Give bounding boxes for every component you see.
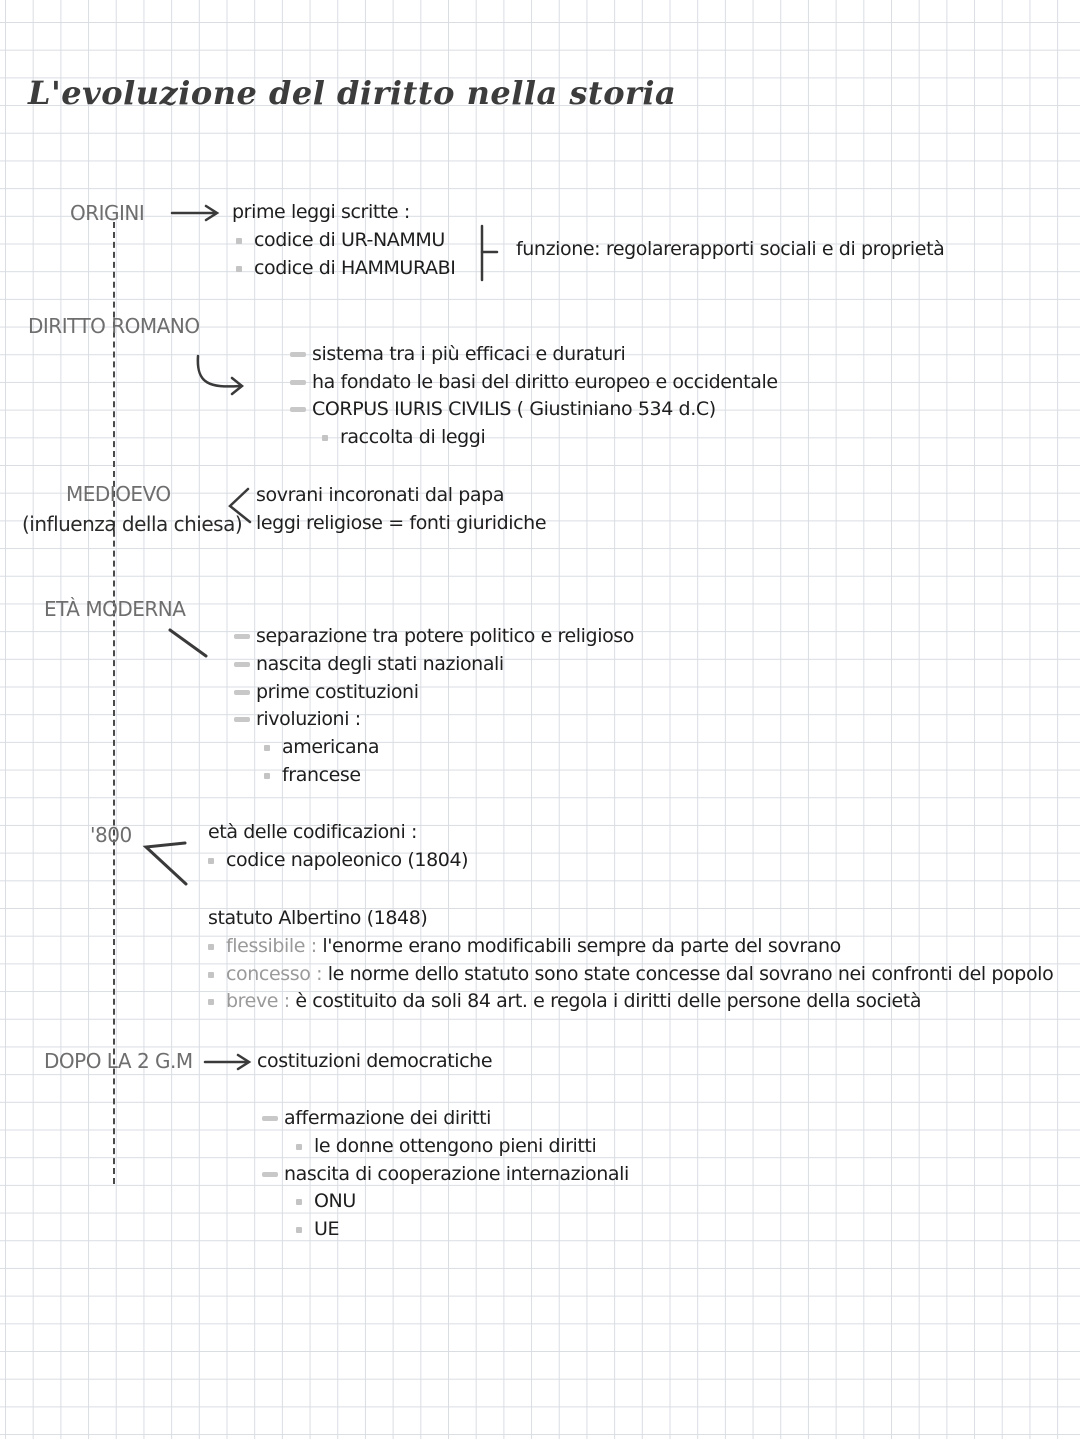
list-item: raccolta di leggi [322,426,485,448]
ottocento-heading: età delle codificazioni : [208,821,417,843]
bullet-icon [296,1199,302,1205]
list-item: flessibile : l'enorme erano modificabili sempre da parte del sovrano [208,935,841,957]
arrow-right-icon [172,206,217,220]
era-dopo-guerra-label: DOPO LA 2 G.M [44,1049,193,1073]
list-item: le donne ottengono pieni diritti [296,1135,596,1157]
era-origini-label: ORIGINI [70,201,145,225]
list-item: separazione tra potere politico e religioso [234,625,634,647]
list-item: UE [296,1218,339,1240]
arrow-right-icon [205,1055,249,1069]
dash-icon [290,407,306,412]
dash-icon [290,352,306,357]
bullet-icon [296,1144,302,1150]
bracket-icon [482,226,497,280]
dash-icon [234,690,250,695]
origini-funzione: funzione: regolarerapporti sociali e di proprietà [516,238,945,260]
list-item: leggi religiose = fonti giuridiche [256,512,547,534]
list-item: francese [264,764,361,786]
timeline-line [113,222,115,1184]
list-item: nascita degli stati nazionali [234,653,504,675]
list-item: breve : è costituito da soli 84 art. e regola i diritti delle persone della società [208,990,921,1012]
bullet-icon [208,972,214,978]
list-item: concesso : le norme dello statuto sono state concesse dal sovrano nei confronti del popolo [208,963,1053,985]
list-item: rivoluzioni : [234,708,361,730]
statuto-title: statuto Albertino (1848) [208,907,428,929]
bullet-icon [208,858,214,864]
origini-heading: prime leggi scritte : [232,201,410,223]
bullet-icon [208,944,214,950]
dash-icon [262,1116,278,1121]
list-item: ONU [296,1190,356,1212]
era-diritto-romano-label: DIRITTO ROMANO [28,314,200,338]
list-item: sovrani incoronati dal papa [256,484,505,506]
bullet-icon [236,266,242,272]
list-item: affermazione dei diritti [262,1107,491,1129]
angle-stroke-icon [146,843,186,884]
bullet-icon [264,773,270,779]
bullet-icon [296,1227,302,1233]
list-item: prime costituzioni [234,681,419,703]
curved-arrow-icon [198,356,242,394]
dash-icon [234,662,250,667]
bullet-icon [322,435,328,441]
list-item: CORPUS IURIS CIVILIS ( Giustiniano 534 d.C) [290,398,716,420]
bullet-icon [264,745,270,751]
dash-icon [234,717,250,722]
list-item: ha fondato le basi del diritto europeo e occidentale [290,371,778,393]
list-item: codice di UR-NAMMU [236,229,445,251]
list-item: codice napoleonico (1804) [208,849,468,871]
list-item: nascita di cooperazione internazionali [262,1163,629,1185]
era-moderna-label: ETÀ MODERNA [44,597,186,621]
dopo-guerra-heading: costituzioni democratiche [257,1050,493,1072]
era-medioevo-label: MEDIOEVO [66,482,171,506]
era-medioevo-sublabel: (influenza della chiesa) [22,512,243,536]
diagonal-stroke-icon [170,630,206,656]
dash-icon [262,1172,278,1177]
era-ottocento-label: '800 [90,823,132,847]
dash-icon [234,634,250,639]
dash-icon [290,380,306,385]
bullet-icon [208,999,214,1005]
bullet-icon [236,238,242,244]
list-item: americana [264,736,379,758]
list-item: codice di HAMMURABI [236,257,455,279]
page-title: L'evoluzione del diritto nella storia [28,74,677,112]
list-item: sistema tra i più efficaci e duraturi [290,343,625,365]
